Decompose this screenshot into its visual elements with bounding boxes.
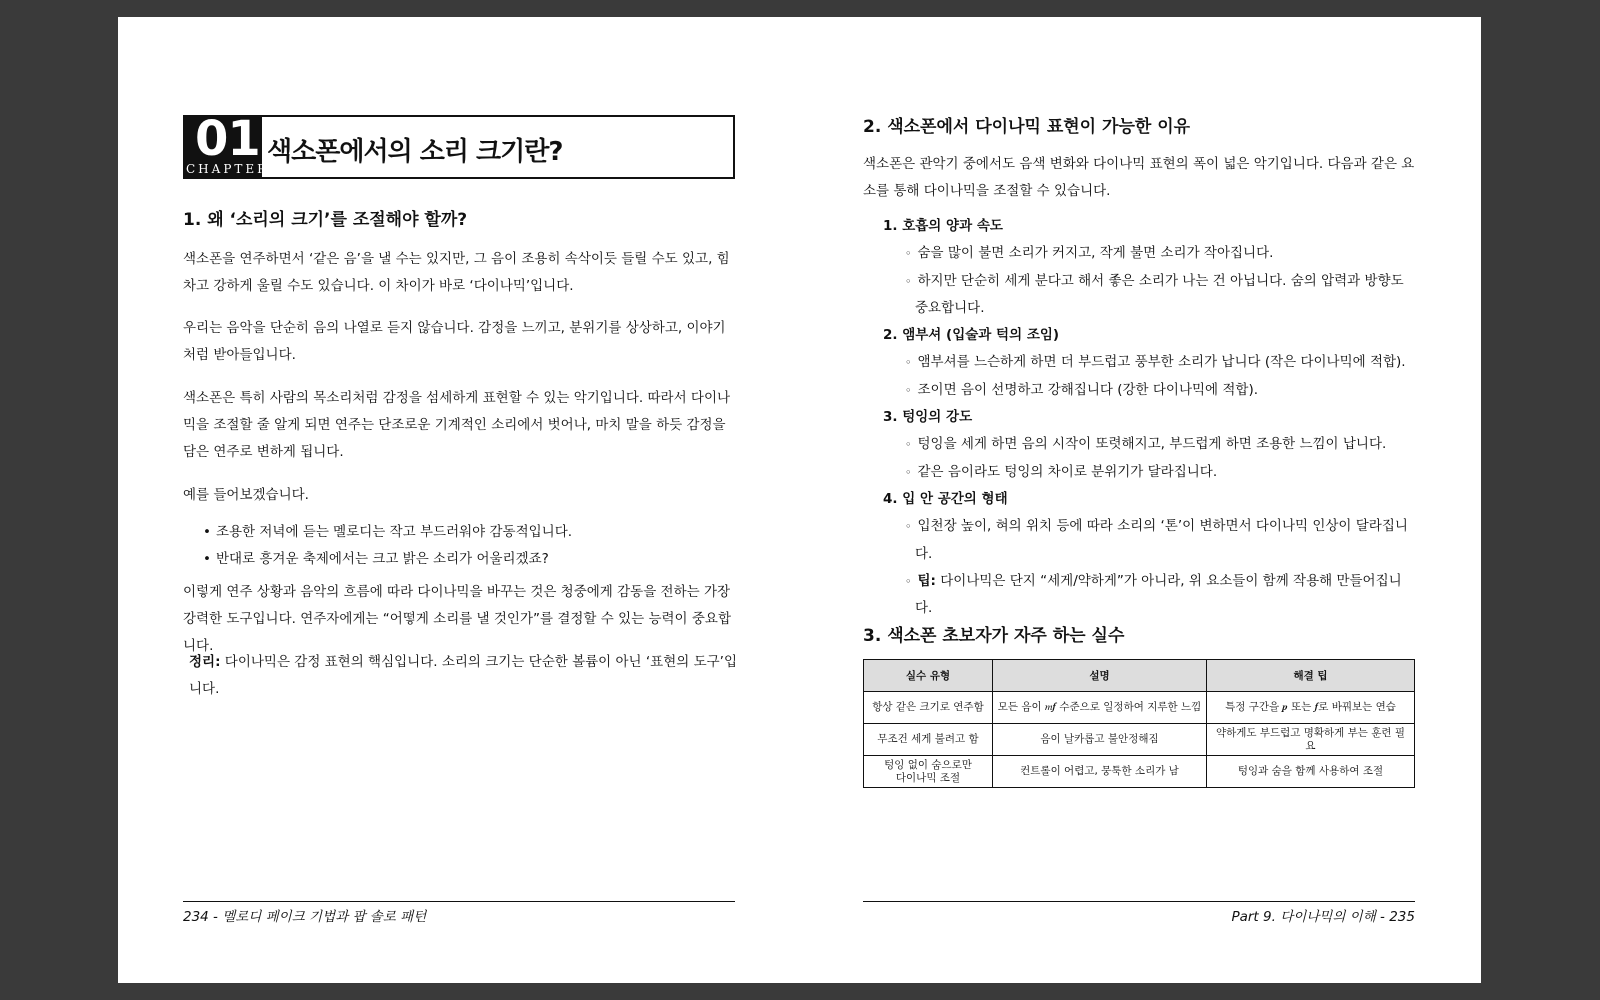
column-header: 실수 유형: [864, 660, 993, 692]
left-page: [183, 17, 735, 983]
table-row: [864, 756, 1415, 788]
table-cell: 약하게도 부드럽고 명확하게 부는 훈련 필요: [1207, 724, 1415, 756]
table-cell: 컨트롤이 어렵고, 뭉툭한 소리가 남: [993, 756, 1207, 788]
section-1-heading: 1. 왜 ‘소리의 크기’를 조절해야 할까?: [183, 210, 468, 230]
list-item: ◦ 숨을 많이 불면 소리가 커지고, 작게 불면 소리가 작아집니다.: [893, 240, 1415, 267]
paragraph-4: 예를 들어보겠습니다.: [183, 487, 309, 503]
tip-label: 팁:: [917, 572, 936, 589]
table-cell: 음이 날카롭고 불안정해짐: [993, 724, 1207, 756]
chapter-number: 01: [195, 111, 260, 167]
list-item: ◦ 하지만 단순히 세게 분다고 해서 좋은 소리가 나는 건 아닙니다. 숨의 압력과 방향도 중요합니다.: [893, 268, 1415, 323]
footer-rule: [863, 901, 1415, 902]
right-page: [863, 17, 1415, 983]
list-item: ◦ 앰부셔를 느슨하게 하면 더 부드럽고 풍부한 소리가 납니다 (작은 다이나믹에 적합).: [893, 349, 1415, 376]
table-cell: 특정 구간을 𝆏 또는 𝆑로 바꿔보는 연습: [1207, 692, 1415, 724]
list-item-title: 1. 호흡의 양과 속도: [883, 218, 1003, 234]
tip-item: [893, 568, 1415, 623]
tip-text: 다이나믹은 단지 “세게/약하게”가 아니라, 위 요소들이 함께 작용해 만들어집니다.: [915, 572, 1402, 617]
footer-rule: [183, 901, 735, 902]
summary: [189, 649, 741, 703]
section-2-heading: 2. 색소폰에서 다이나믹 표현이 가능한 이유: [863, 117, 1191, 137]
table-cell: 무조건 세게 불려고 함: [864, 724, 993, 756]
chapter-header: [183, 111, 735, 179]
summary-text: 다이나믹은 감정 표현의 핵심입니다. 소리의 크기는 단순한 볼륨이 아닌 ‘표현의 도구’입니다.: [189, 654, 737, 697]
list-item-title: 3. 텅잉의 강도: [883, 409, 973, 426]
table-row: [864, 724, 1415, 756]
chapter-badge: [183, 111, 270, 179]
table-row: [864, 692, 1415, 724]
list-item: ◦ 텅잉을 세게 하면 음의 시작이 또렷해지고, 부드럽게 하면 조용한 느낌이 납니다.: [893, 431, 1415, 458]
list-item-title: 2. 앰부셔 (입술과 턱의 조임): [883, 327, 1060, 344]
table-cell: 텅잉과 숨을 함께 사용하여 조절: [1207, 756, 1415, 788]
mistakes-table: [863, 659, 1415, 788]
column-header: 해결 팁: [1207, 660, 1415, 692]
paragraph-3: 색소폰은 특히 사람의 목소리처럼 감정을 섬세하게 표현할 수 있는 악기입니다. 따라서 다이나믹을 조절할 줄 알게 되면 연주는 단조로운 기계적인 소리에서 벗어나, 마치 말을 하듯 감정을 담은 연주로 변하게 됩니다.: [183, 390, 731, 460]
list-item-title: 4. 입 안 공간의 형태: [883, 490, 1008, 507]
table-cell: 모든 음이 𝆐𝆑 수준으로 일정하여 지루한 느낌: [993, 692, 1207, 724]
table-cell: 텅잉 없이 숨으로만 다이나믹 조절: [864, 756, 993, 788]
paragraph-5: 이렇게 연주 상황과 음악의 흐름에 따라 다이나믹을 바꾸는 것은 청중에게 감동을 전하는 가장 강력한 도구입니다. 연주자에게는 “어떻게 소리를 낼 것인가”를 결정할 수 있는 능력이 중요합니다.: [183, 584, 731, 654]
table-cell: 항상 같은 크기로 연주함: [864, 692, 993, 724]
column-header: 설명: [993, 660, 1207, 692]
list-item: ◦ 조이면 음이 선명하고 강해집니다 (강한 다이나믹에 적합).: [893, 377, 1415, 404]
list-item: • 반대로 흥겨운 축제에서는 크고 밝은 소리가 어울리겠죠?: [203, 546, 572, 573]
chapter-title: 색소폰에서의 소리 크기란?: [267, 137, 563, 167]
paragraph-2: 우리는 음악을 단순히 음의 나열로 듣지 않습니다. 감정을 느끼고, 분위기를 상상하고, 이야기처럼 받아들입니다.: [183, 320, 726, 363]
dynamics-factors-list: [883, 213, 1415, 622]
paragraph-1: 색소폰을 연주하면서 ‘같은 음’을 낼 수는 있지만, 그 음이 조용히 속삭이듯 들릴 수도 있고, 힘차고 강하게 울릴 수도 있습니다. 이 차이가 바로 ‘다이나믹’입니다.: [183, 251, 730, 294]
table-header-row: [864, 660, 1415, 692]
example-list: [203, 519, 572, 573]
summary-label: 정리:: [189, 654, 221, 670]
section-2-intro: 색소폰은 관악기 중에서도 음색 변화와 다이나믹 표현의 폭이 넓은 악기입니다. 다음과 같은 요소를 통해 다이나믹을 조절할 수 있습니다.: [863, 156, 1415, 199]
left-footer: 234 - 멜로디 페이크 기법과 팝 솔로 패턴: [183, 909, 427, 925]
list-item: ◦ 같은 음이라도 텅잉의 차이로 분위기가 달라집니다.: [893, 459, 1415, 486]
right-footer: Part 9. 다이나믹의 이해 - 235: [1231, 909, 1415, 925]
list-item: • 조용한 저녁에 듣는 멜로디는 작고 부드러워야 감동적입니다.: [203, 519, 572, 546]
list-item: ◦ 입천장 높이, 혀의 위치 등에 따라 소리의 ‘톤’이 변하면서 다이나믹 인상이 달라집니다.: [893, 513, 1415, 568]
section-3-heading: 3. 색소폰 초보자가 자주 하는 실수: [863, 626, 1125, 646]
chapter-label: CHAPTER: [186, 162, 270, 176]
book-spread: [118, 17, 1481, 983]
